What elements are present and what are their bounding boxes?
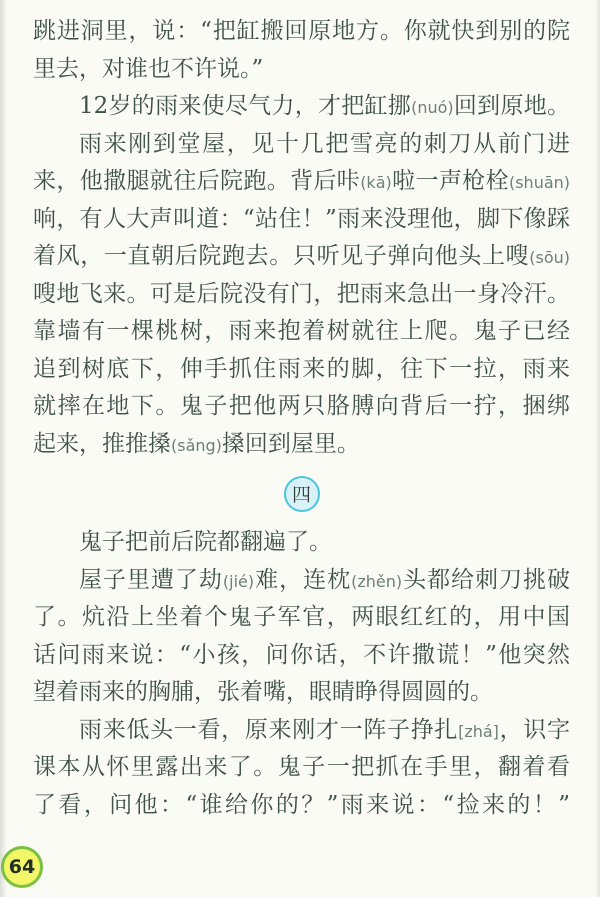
- text-line: [33, 637, 570, 675]
- text-run: 雨来低头一看，原来刚才一阵子挣扎: [79, 716, 459, 743]
- text-line: [33, 88, 570, 126]
- pinyin-annotation: (shuān): [508, 173, 571, 192]
- text-run: 了看，问他：“谁给你的？”雨来说：“捡来的！”: [33, 791, 570, 818]
- text-run: 屋子里遭了劫: [79, 566, 223, 593]
- section-marker-row: [33, 463, 570, 524]
- paragraph-block-2: [33, 524, 570, 824]
- text-line: [33, 51, 570, 89]
- text-run: 就摔在地下。鬼子把他两只胳膊向背后一拧，捆绑: [33, 393, 570, 419]
- text-run: 啦一声枪栓: [391, 168, 509, 194]
- story-text: [33, 13, 570, 824]
- text-run: 响，有人大声叫道：“站住！”雨来没理他，脚下像踩: [33, 205, 570, 232]
- text-line: [33, 562, 570, 600]
- text-line: [33, 524, 570, 562]
- pinyin-annotation: (sǎng): [171, 435, 222, 455]
- paragraph-block-1: [33, 13, 570, 463]
- text-run: 望着雨来的胸脯，张着嘴，眼睛睁得圆圆的。: [33, 679, 493, 705]
- text-line: [33, 276, 570, 314]
- text-run: 搡回到屋里。: [221, 430, 360, 457]
- text-run: 里去，对谁也不许说。”: [33, 55, 264, 82]
- text-line: [33, 126, 570, 164]
- text-run: 话问雨来说：“小孩，问你话，不许撒谎！”他突然: [33, 641, 570, 668]
- text-run: 12岁的雨来使尽气力，才把缸挪: [79, 93, 412, 119]
- pinyin-annotation: (sōu): [529, 248, 570, 267]
- text-run: 回到原地。: [453, 93, 570, 119]
- pinyin-annotation: (jié): [222, 571, 255, 591]
- text-run: 嗖地飞来。可是后院没有门，把雨来急出一身冷汗。: [33, 280, 570, 307]
- text-line: [33, 787, 570, 825]
- text-line: [33, 351, 570, 389]
- text-line: [33, 13, 570, 51]
- text-run: 头都给刺刀挑破: [402, 566, 571, 593]
- text-run: 课本从怀里露出来了。鬼子一把抓在手里，翻着看: [33, 754, 570, 780]
- page-number-badge: 64: [1, 846, 43, 888]
- pinyin-annotation: (nuó): [411, 98, 454, 117]
- text-line: [33, 238, 570, 276]
- text-line: [33, 599, 570, 637]
- text-run: 雨来刚到堂屋，见十几把雪亮的刺刀从前门进: [79, 130, 570, 157]
- text-run: 来，他撒腿就往后院跑。背后咔: [33, 168, 361, 194]
- text-line: [33, 674, 570, 712]
- text-run: 追到树底下，伸手抓住雨来的脚，往下一拉，雨来: [33, 355, 570, 382]
- text-run: 鬼子把前后院都翻遍了。: [79, 529, 332, 555]
- text-run: 难，连枕: [254, 566, 352, 593]
- text-line: [33, 313, 570, 351]
- text-run: ，识字: [498, 716, 571, 743]
- section-marker: 四: [284, 476, 320, 512]
- text-run: 跳进洞里，说：“把缸搬回原地方。你就快到别的院: [33, 18, 570, 44]
- pinyin-annotation: (zhěn): [351, 571, 403, 591]
- text-run: 着风，一直朝后院跑去。只听见子弹向他头上嗖: [33, 243, 530, 269]
- text-line: [33, 163, 570, 201]
- text-run: 靠墙有一棵桃树，雨来抱着树就往上爬。鬼子已经: [33, 318, 570, 344]
- pinyin-annotation: [zhá]: [458, 721, 499, 741]
- text-line: [33, 388, 570, 426]
- text-line: [33, 201, 570, 239]
- text-run: 起来，推推搡: [33, 430, 171, 457]
- pinyin-annotation: (kā): [360, 173, 392, 192]
- text-line: [33, 712, 570, 750]
- text-line: [33, 426, 570, 464]
- text-line: [33, 749, 570, 787]
- text-run: 了。炕沿上坐着个鬼子军官，两眼红红的，用中国: [33, 604, 570, 630]
